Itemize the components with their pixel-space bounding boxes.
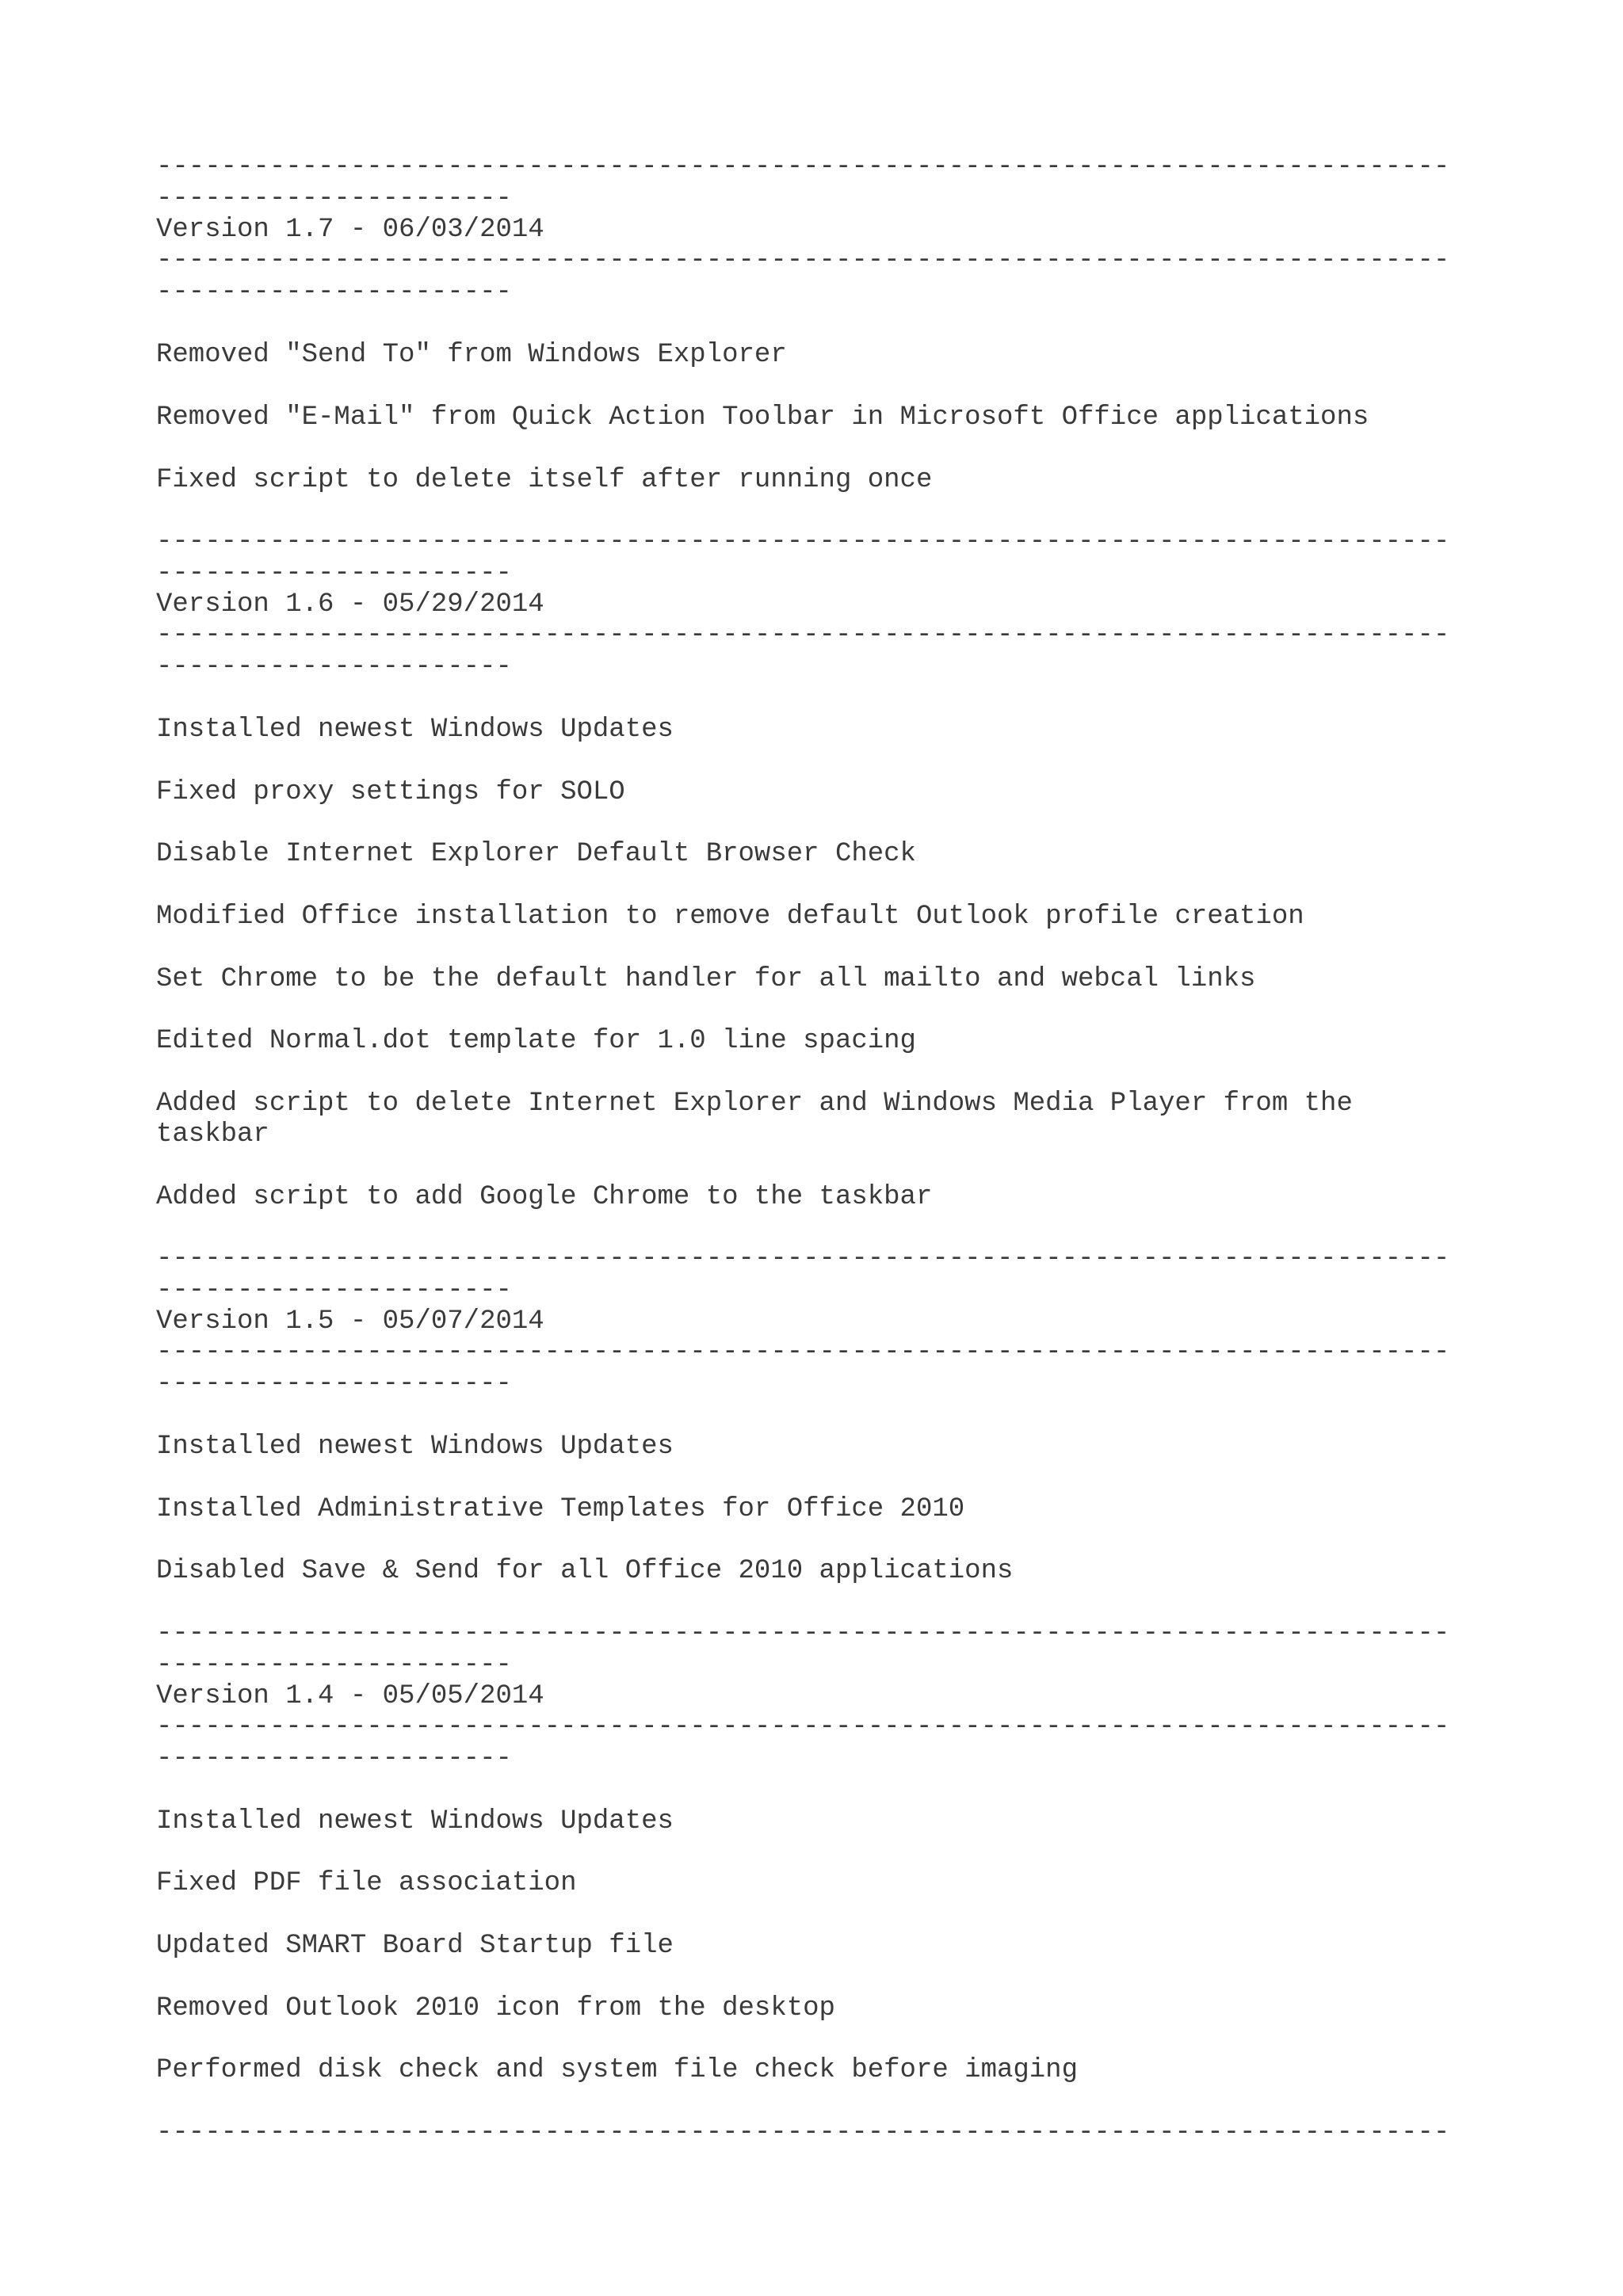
separator-rule: ---------------------- (156, 184, 512, 214)
version-heading: Version 1.4 - 05/05/2014 (156, 1681, 544, 1711)
separator-rule: -------------------------------------------------------------------------------- (156, 1712, 1450, 1742)
separator-rule: -------------------------------------------------------------------------------- (156, 620, 1450, 650)
changelog-item: Removed "Send To" from Windows Explorer (156, 340, 787, 370)
changelog-item: Set Chrome to be the default handler for all mailto and webcal links (156, 964, 1256, 994)
separator-rule: ---------------------- (156, 652, 512, 682)
separator-rule: -------------------------------------------------------------------------------- (156, 1244, 1450, 1274)
changelog-item: Added script to delete Internet Explorer and Windows Media Player from the (156, 1089, 1353, 1119)
changelog-item: Disabled Save & Send for all Office 2010 applications (156, 1556, 1014, 1586)
changelog-item: Fixed PDF file association (156, 1868, 577, 1898)
separator-rule: ---------------------- (156, 559, 512, 589)
separator-rule: ---------------------- (156, 1744, 512, 1774)
changelog-item: Installed newest Windows Updates (156, 1432, 674, 1462)
changelog-item: Fixed script to delete itself after running once (156, 465, 933, 495)
separator-rule: ---------------------- (156, 1369, 512, 1399)
changelog-item: Added script to add Google Chrome to the taskbar (156, 1182, 933, 1212)
version-heading: Version 1.5 - 05/07/2014 (156, 1306, 544, 1337)
separator-rule: -------------------------------------------------------------------------------- (156, 152, 1450, 182)
separator-rule: ---------------------- (156, 277, 512, 307)
changelog-item: Installed newest Windows Updates (156, 715, 674, 745)
changelog-item: Modified Office installation to remove default Outlook profile creation (156, 902, 1304, 932)
changelog-item: Disable Internet Explorer Default Browser Check (156, 839, 916, 869)
changelog-item-continuation: taskbar (156, 1119, 269, 1150)
separator-rule: -------------------------------------------------------------------------------- (156, 246, 1450, 276)
separator-rule: ---------------------- (156, 1276, 512, 1306)
separator-rule: -------------------------------------------------------------------------------- (156, 527, 1450, 557)
changelog-item: Fixed proxy settings for SOLO (156, 777, 625, 807)
separator-rule: -------------------------------------------------------------------------------- (156, 1337, 1450, 1367)
separator-rule: -------------------------------------------------------------------------------- (156, 1619, 1450, 1649)
changelog-item: Updated SMART Board Startup file (156, 1931, 674, 1961)
version-heading: Version 1.6 - 05/29/2014 (156, 589, 544, 620)
separator-rule: ---------------------- (156, 1650, 512, 1680)
changelog-item: Removed "E-Mail" from Quick Action Toolbar in Microsoft Office applications (156, 402, 1369, 433)
changelog-item: Performed disk check and system file check before imaging (156, 2055, 1078, 2085)
changelog-item: Installed Administrative Templates for Office 2010 (156, 1494, 965, 1524)
changelog-item: Removed Outlook 2010 icon from the desktop (156, 1993, 835, 2023)
changelog-item: Installed newest Windows Updates (156, 1806, 674, 1836)
version-heading: Version 1.7 - 06/03/2014 (156, 215, 544, 245)
separator-rule: -------------------------------------------------------------------------------- (156, 2118, 1450, 2148)
changelog-item: Edited Normal.dot template for 1.0 line spacing (156, 1026, 916, 1056)
